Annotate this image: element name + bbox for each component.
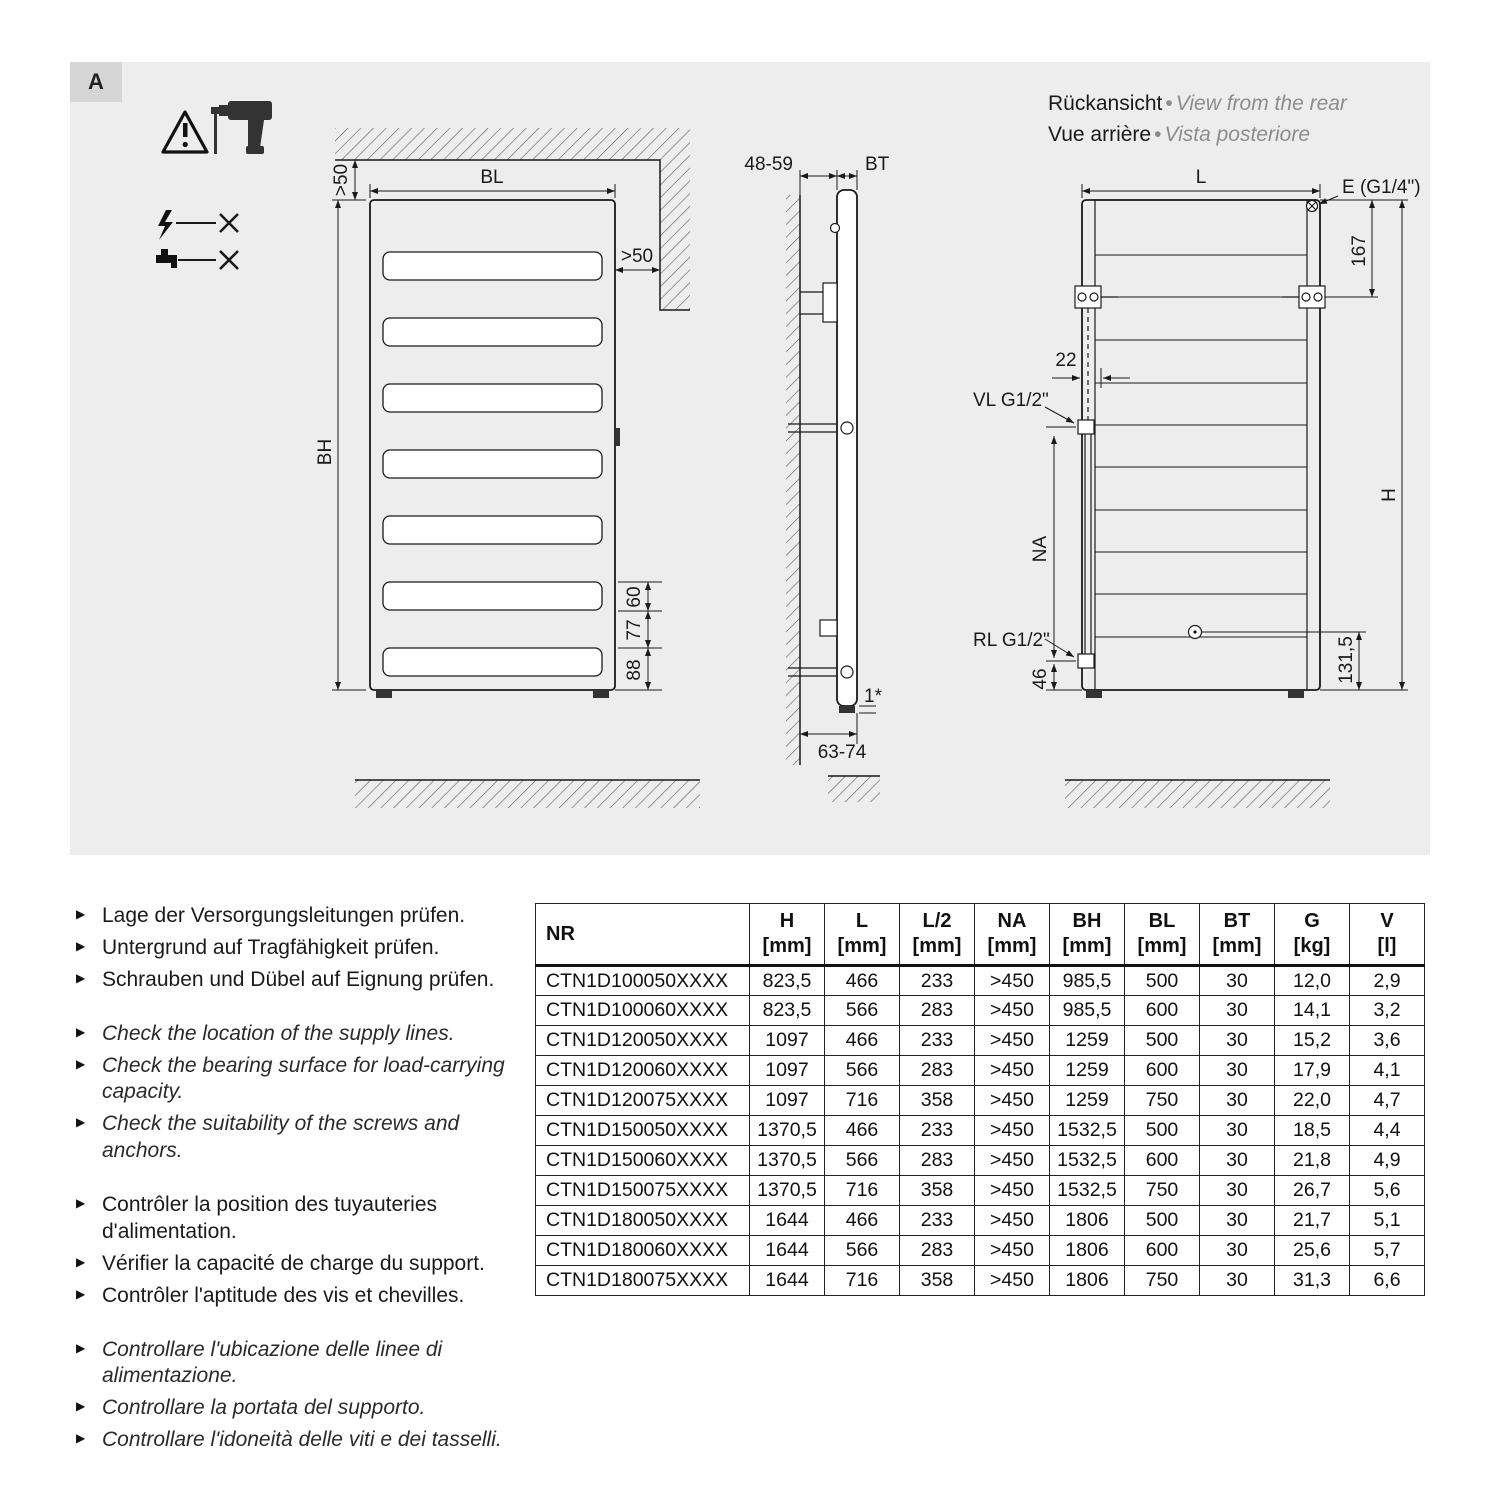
dimension-value: 5,1 bbox=[1350, 1206, 1425, 1236]
dimension-value: 358 bbox=[900, 1266, 975, 1296]
warning-icons bbox=[156, 101, 272, 269]
dimension-table bbox=[535, 903, 1425, 1296]
model-number: CTN1D120050XXXX bbox=[536, 1026, 750, 1056]
instruction-item bbox=[75, 1192, 510, 1246]
dimension-value: 1370,5 bbox=[750, 1146, 825, 1176]
model-number: CTN1D150060XXXX bbox=[536, 1146, 750, 1176]
dimension-value: >450 bbox=[975, 1116, 1050, 1146]
dimension-value: 1259 bbox=[1050, 1026, 1125, 1056]
table-row bbox=[536, 1236, 1425, 1266]
dimension-value: 18,5 bbox=[1275, 1116, 1350, 1146]
dimension-value: >450 bbox=[975, 1266, 1050, 1296]
diagram-panel bbox=[70, 62, 1430, 855]
dimension-value: 823,5 bbox=[750, 966, 825, 996]
instruction-item bbox=[75, 1283, 510, 1310]
instruction-text: Controllare la portata del supporto. bbox=[102, 1396, 426, 1420]
dimension-value: 500 bbox=[1125, 1026, 1200, 1056]
dimension-value: 600 bbox=[1125, 1236, 1200, 1266]
instruction-item bbox=[75, 935, 510, 962]
table-row bbox=[536, 1086, 1425, 1116]
side-view bbox=[744, 154, 889, 802]
instruction-item bbox=[75, 903, 510, 930]
dim-label-48-59: 48-59 bbox=[744, 154, 793, 175]
instruction-item bbox=[75, 1111, 510, 1165]
instruction-group-0 bbox=[75, 903, 510, 994]
dimension-value: 466 bbox=[825, 1116, 900, 1146]
dimension-value: 716 bbox=[825, 1266, 900, 1296]
dim-label-88: 88 bbox=[624, 659, 645, 681]
instruction-item bbox=[75, 967, 510, 994]
dimension-value: 22,0 bbox=[1275, 1086, 1350, 1116]
dimension-value: 30 bbox=[1200, 1146, 1275, 1176]
dimension-value: 1644 bbox=[750, 1236, 825, 1266]
bullet-triangle-icon: ▶ bbox=[76, 1196, 86, 1210]
table-row bbox=[536, 966, 1425, 996]
model-number: CTN1D120060XXXX bbox=[536, 1056, 750, 1086]
dimension-value: 233 bbox=[900, 1026, 975, 1056]
dimension-value: 1644 bbox=[750, 1206, 825, 1236]
table-header-bl: BL [mm] bbox=[1125, 904, 1200, 966]
dimension-value: 566 bbox=[825, 1236, 900, 1266]
dim-label-46: 46 bbox=[1030, 668, 1051, 690]
instruction-text: Lage der Versorgungsleitungen prüfen. bbox=[102, 904, 466, 927]
dim-label-22: 22 bbox=[1055, 350, 1077, 371]
dimension-value: 283 bbox=[900, 1056, 975, 1086]
dim-label-rl: RL G1/2" bbox=[973, 630, 1050, 651]
dimension-value: 1532,5 bbox=[1050, 1176, 1125, 1206]
table-row bbox=[536, 1026, 1425, 1056]
dimension-value: 233 bbox=[900, 1206, 975, 1236]
dim-label-1star: 1* bbox=[864, 686, 882, 707]
dimension-value: 466 bbox=[825, 1206, 900, 1236]
instruction-text: Check the bearing surface for load-carrying capacity. bbox=[102, 1053, 505, 1104]
dim-label-gt50-top: >50 bbox=[331, 163, 352, 197]
dim-label-vl: VL G1/2" bbox=[973, 390, 1049, 411]
model-number: CTN1D100060XXXX bbox=[536, 996, 750, 1026]
mounting-bracket-left bbox=[1075, 286, 1118, 308]
instruction-text: Controllare l'ubicazione delle linee di alimentazione. bbox=[102, 1337, 443, 1388]
dimension-value: 21,8 bbox=[1275, 1146, 1350, 1176]
instruction-text: Controllare l'idoneità delle viti e dei tasselli. bbox=[102, 1428, 502, 1452]
dimension-value: 30 bbox=[1200, 1026, 1275, 1056]
dimension-value: 30 bbox=[1200, 1176, 1275, 1206]
table-header-bt: BT [mm] bbox=[1200, 904, 1275, 966]
model-number: CTN1D180060XXXX bbox=[536, 1236, 750, 1266]
warning-triangle-icon bbox=[163, 112, 207, 152]
no-electric-line-icon bbox=[158, 210, 238, 240]
bullet-triangle-icon: ▶ bbox=[76, 1024, 86, 1039]
dimension-value: 1532,5 bbox=[1050, 1116, 1125, 1146]
model-number: CTN1D120075XXXX bbox=[536, 1086, 750, 1116]
dimension-value: 466 bbox=[825, 1026, 900, 1056]
dim-label-bh: BH bbox=[315, 438, 336, 466]
dim-label-167: 167 bbox=[1349, 235, 1370, 267]
instruction-item bbox=[75, 1021, 510, 1048]
dimension-value: 233 bbox=[900, 1116, 975, 1146]
instruction-item bbox=[75, 1337, 510, 1391]
dimension-value: 500 bbox=[1125, 1206, 1200, 1236]
dimension-value: 1806 bbox=[1050, 1236, 1125, 1266]
dimension-value: 4,4 bbox=[1350, 1116, 1425, 1146]
instruction-text: Vérifier la capacité de charge du support. bbox=[102, 1251, 485, 1275]
table-row bbox=[536, 1146, 1425, 1176]
dimension-value: 823,5 bbox=[750, 996, 825, 1026]
instruction-item bbox=[75, 1427, 510, 1454]
table-header-l: L [mm] bbox=[825, 904, 900, 966]
dimension-value: 283 bbox=[900, 1236, 975, 1266]
table-header-v: V [l] bbox=[1350, 904, 1425, 966]
dimension-value: 1259 bbox=[1050, 1056, 1125, 1086]
dimension-value: 15,2 bbox=[1275, 1026, 1350, 1056]
model-number: CTN1D180075XXXX bbox=[536, 1266, 750, 1296]
dimension-value: >450 bbox=[975, 1086, 1050, 1116]
dimension-value: 17,9 bbox=[1275, 1056, 1350, 1086]
table-header-bh: BH [mm] bbox=[1050, 904, 1125, 966]
front-view bbox=[315, 128, 700, 808]
bullet-triangle-icon: ▶ bbox=[76, 1399, 86, 1414]
dimension-value: >450 bbox=[975, 1176, 1050, 1206]
dimension-value: >450 bbox=[975, 1206, 1050, 1236]
table-section bbox=[535, 903, 1425, 1296]
table-header-h: H [mm] bbox=[750, 904, 825, 966]
dimension-value: 4,7 bbox=[1350, 1086, 1425, 1116]
floor-hatch-side bbox=[828, 776, 880, 802]
dimension-value: 500 bbox=[1125, 1116, 1200, 1146]
mounting-bracket-right bbox=[1282, 286, 1325, 308]
dimension-value: 30 bbox=[1200, 1116, 1275, 1146]
dimension-value: 716 bbox=[825, 1176, 900, 1206]
model-number: CTN1D180050XXXX bbox=[536, 1206, 750, 1236]
table-row bbox=[536, 1056, 1425, 1086]
dimension-value: 566 bbox=[825, 996, 900, 1026]
dimension-value: 1806 bbox=[1050, 1266, 1125, 1296]
connection-pipes bbox=[1078, 308, 1094, 668]
floor-hatch-front bbox=[355, 780, 700, 808]
instruction-text: Schrauben und Dübel auf Eignung prüfen. bbox=[102, 967, 495, 991]
dimension-value: 283 bbox=[900, 996, 975, 1026]
air-vent-e bbox=[1307, 201, 1318, 212]
wall-hatch-side bbox=[786, 195, 800, 765]
installation-diagram bbox=[70, 62, 1430, 855]
table-row bbox=[536, 1176, 1425, 1206]
dimension-value: 750 bbox=[1125, 1086, 1200, 1116]
dimension-value: 12,0 bbox=[1275, 966, 1350, 996]
rear-view-label-de: Rückansicht bbox=[1048, 92, 1163, 115]
dimension-value: 25,6 bbox=[1275, 1236, 1350, 1266]
bullet-triangle-icon: ▶ bbox=[76, 1286, 86, 1301]
dimension-value: >450 bbox=[975, 966, 1050, 996]
dimension-value: 1644 bbox=[750, 1266, 825, 1296]
dimension-value: 5,6 bbox=[1350, 1176, 1425, 1206]
dimension-value: >450 bbox=[975, 1026, 1050, 1056]
dim-label-131-5: 131,5 bbox=[1336, 636, 1357, 684]
dim-label-bt: BT bbox=[865, 154, 890, 175]
instructions-list bbox=[75, 903, 510, 1481]
dimension-value: 30 bbox=[1200, 1056, 1275, 1086]
table-row bbox=[536, 1266, 1425, 1296]
drill-icon bbox=[211, 101, 272, 154]
dimension-value: 600 bbox=[1125, 996, 1200, 1026]
model-number: CTN1D150075XXXX bbox=[536, 1176, 750, 1206]
dim-label-na: NA bbox=[1030, 535, 1051, 563]
dimension-value: 1259 bbox=[1050, 1086, 1125, 1116]
table-row bbox=[536, 1116, 1425, 1146]
table-header-l-2: L/2 [mm] bbox=[900, 904, 975, 966]
instruction-text: Untergrund auf Tragfähigkeit prüfen. bbox=[102, 935, 440, 959]
dim-label-77: 77 bbox=[624, 619, 645, 641]
wall-hatch-top bbox=[335, 128, 690, 310]
dimension-value: 1097 bbox=[750, 1086, 825, 1116]
dimension-value: 600 bbox=[1125, 1146, 1200, 1176]
bullet-triangle-icon: ▶ bbox=[76, 1254, 86, 1269]
dimension-value: 600 bbox=[1125, 1056, 1200, 1086]
model-number: CTN1D150050XXXX bbox=[536, 1116, 750, 1146]
instruction-group-3 bbox=[75, 1337, 510, 1455]
dimension-value: 30 bbox=[1200, 996, 1275, 1026]
dimension-value: >450 bbox=[975, 1056, 1050, 1086]
dimension-value: 26,7 bbox=[1275, 1176, 1350, 1206]
table-header-na: NA [mm] bbox=[975, 904, 1050, 966]
dimension-value: 500 bbox=[1125, 966, 1200, 996]
dimension-value: 14,1 bbox=[1275, 996, 1350, 1026]
model-number: CTN1D100050XXXX bbox=[536, 966, 750, 996]
dimension-value: 1097 bbox=[750, 1026, 825, 1056]
instruction-item bbox=[75, 1053, 510, 1107]
instruction-item bbox=[75, 1395, 510, 1422]
dim-label-l: L bbox=[1195, 167, 1207, 188]
dimension-value: 358 bbox=[900, 1086, 975, 1116]
table-header-nr: NR bbox=[536, 904, 750, 966]
dimension-value: 30 bbox=[1200, 966, 1275, 996]
dimension-value: 30 bbox=[1200, 1206, 1275, 1236]
radiator-rear bbox=[1082, 200, 1320, 698]
table-row bbox=[536, 996, 1425, 1026]
dimension-value: 566 bbox=[825, 1146, 900, 1176]
rear-view-label-fr: Vue arrière bbox=[1048, 123, 1152, 146]
dimension-value: 2,9 bbox=[1350, 966, 1425, 996]
dimension-value: 30 bbox=[1200, 1086, 1275, 1116]
instruction-text: Contrôler l'aptitude des vis et chevilles. bbox=[102, 1283, 465, 1307]
dimension-value: 1370,5 bbox=[750, 1176, 825, 1206]
dim-label-63-74: 63-74 bbox=[817, 742, 867, 763]
dimension-value: 1370,5 bbox=[750, 1116, 825, 1146]
instruction-text: Check the location of the supply lines. bbox=[102, 1021, 455, 1045]
table-header-g: G [kg] bbox=[1275, 904, 1350, 966]
rear-view-label-en: View from the rear bbox=[1175, 92, 1347, 115]
bullet-triangle-icon: ▶ bbox=[76, 1115, 86, 1130]
dimension-value: 30 bbox=[1200, 1236, 1275, 1266]
drain-point bbox=[1189, 626, 1202, 639]
dimension-value: 3,2 bbox=[1350, 996, 1425, 1026]
instruction-group-1 bbox=[75, 1021, 510, 1165]
dimension-value: 358 bbox=[900, 1176, 975, 1206]
dim-label-h: H bbox=[1379, 488, 1400, 502]
dimension-value: 985,5 bbox=[1050, 996, 1125, 1026]
dimension-value: 233 bbox=[900, 966, 975, 996]
dimension-value: 5,7 bbox=[1350, 1236, 1425, 1266]
bullet-triangle-icon: ▶ bbox=[76, 938, 86, 953]
dimension-value: 466 bbox=[825, 966, 900, 996]
instruction-item bbox=[75, 1251, 510, 1278]
separator-dot: • bbox=[1165, 92, 1173, 115]
dimension-value: 283 bbox=[900, 1146, 975, 1176]
bullet-triangle-icon: ▶ bbox=[76, 1056, 86, 1071]
dimension-value: 21,7 bbox=[1275, 1206, 1350, 1236]
bullet-triangle-icon: ▶ bbox=[76, 1340, 86, 1355]
dimension-value: 1097 bbox=[750, 1056, 825, 1086]
dimension-value: 4,9 bbox=[1350, 1146, 1425, 1176]
panel-label: A bbox=[70, 62, 122, 102]
table-row bbox=[536, 1206, 1425, 1236]
dimension-value: >450 bbox=[975, 1146, 1050, 1176]
instruction-text: Check the suitability of the screws and anchors. bbox=[102, 1112, 460, 1163]
dimension-value: 6,6 bbox=[1350, 1266, 1425, 1296]
dimension-value: 985,5 bbox=[1050, 966, 1125, 996]
bullet-triangle-icon: ▶ bbox=[76, 970, 86, 985]
dimension-value: 750 bbox=[1125, 1176, 1200, 1206]
rear-view bbox=[973, 167, 1421, 808]
dimension-value: >450 bbox=[975, 1236, 1050, 1266]
dimension-value: 750 bbox=[1125, 1266, 1200, 1296]
bullet-triangle-icon: ▶ bbox=[76, 907, 86, 921]
dimension-value: 1806 bbox=[1050, 1206, 1125, 1236]
table-header-row bbox=[536, 904, 1425, 966]
rear-view-label-it: Vista posteriore bbox=[1164, 123, 1310, 146]
dim-label-bl: BL bbox=[480, 167, 504, 188]
dimension-value: 30 bbox=[1200, 1266, 1275, 1296]
dim-label-60: 60 bbox=[624, 586, 645, 608]
dimension-value: 3,6 bbox=[1350, 1026, 1425, 1056]
floor-hatch-rear bbox=[1065, 780, 1330, 808]
dimension-value: 31,3 bbox=[1275, 1266, 1350, 1296]
no-water-pipe-icon bbox=[156, 249, 238, 269]
dimension-value: 566 bbox=[825, 1056, 900, 1086]
bullet-triangle-icon: ▶ bbox=[76, 1431, 86, 1446]
dimension-value: >450 bbox=[975, 996, 1050, 1026]
dim-label-e: E (G1/4") bbox=[1342, 177, 1421, 198]
radiator-front bbox=[370, 200, 620, 698]
instruction-text: Contrôler la position des tuyauteries d'alimentation. bbox=[102, 1193, 438, 1243]
dimension-value: 4,1 bbox=[1350, 1056, 1425, 1086]
separator-dot: • bbox=[1154, 123, 1162, 146]
instruction-group-2 bbox=[75, 1192, 510, 1310]
dim-label-gt50-side: >50 bbox=[620, 246, 654, 267]
dimension-value: 1532,5 bbox=[1050, 1146, 1125, 1176]
dimension-value: 716 bbox=[825, 1086, 900, 1116]
